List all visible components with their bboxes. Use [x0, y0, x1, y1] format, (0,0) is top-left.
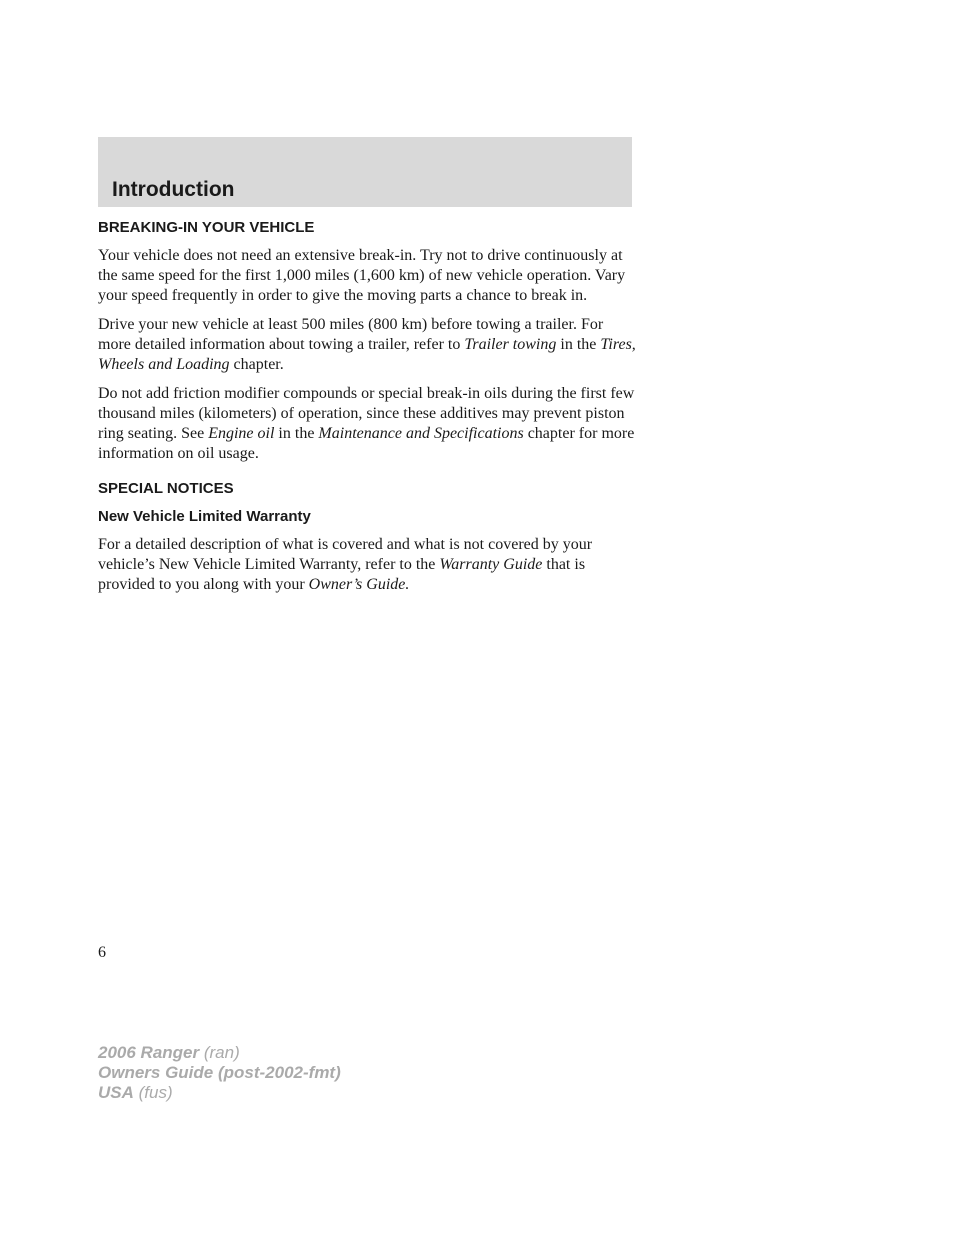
paragraph-towing: [98, 315, 638, 375]
footer-line-market: [98, 1083, 341, 1103]
paragraph-text: For a detailed description of what is covered and what is not covered by your vehicle’s New Vehicle Limited Warranty, refer to the: [98, 536, 593, 573]
cross-reference-owners-guide: Owner’s Guide.: [308, 576, 410, 593]
paragraph-warranty: [98, 535, 638, 595]
paragraph-break-in: [98, 246, 638, 306]
section-header-band: [98, 137, 632, 207]
cross-reference-trailer-towing: Trailer towing: [464, 336, 557, 353]
section-title: Introduction: [112, 178, 235, 201]
cross-reference-engine-oil: Engine oil: [208, 425, 275, 442]
paragraph-text: Your vehicle does not need an extensive break-in. Try not to drive continuously at the same speed for the first 1,000 miles (1,600 km) of new vehicle operation. Vary your speed frequently in order to give the moving parts a chance to break in.: [98, 247, 626, 304]
page-content: [98, 218, 638, 604]
section-heading-breaking-in: BREAKING-IN YOUR VEHICLE: [98, 219, 315, 236]
document-footer: [98, 1043, 341, 1103]
cross-reference-tires-chapter: Tires, Wheels and Loading: [98, 336, 636, 373]
footer-line-model: [98, 1043, 341, 1063]
cross-reference-maintenance-chapter: Maintenance and Specifications: [318, 425, 524, 442]
footer-market-code: (fus): [133, 1083, 173, 1102]
paragraph-text: Do not add friction modifier compounds or special break-in oils during the first few thousand miles (kilometers) of operation, since these additives may prevent piston ring seating. See: [98, 385, 635, 442]
footer-model-code: (ran): [199, 1043, 240, 1062]
paragraph-text: in the: [556, 336, 601, 353]
footer-model: 2006 Ranger: [98, 1043, 200, 1062]
paragraph-text: Drive your new vehicle at least 500 miles (800 km) before towing a trailer. For more detailed information about towing a trailer, refer to: [98, 316, 604, 353]
section-heading-special-notices: SPECIAL NOTICES: [98, 480, 234, 497]
paragraph-text: in the: [274, 425, 319, 442]
footer-market: USA: [98, 1083, 134, 1102]
cross-reference-warranty-guide: Warranty Guide: [439, 556, 543, 573]
paragraph-text: chapter.: [229, 356, 284, 373]
paragraph-friction-modifier: [98, 384, 638, 464]
paragraph-text: that is provided to you along with your: [98, 556, 586, 593]
footer-line-guide: Owners Guide (post-2002-fmt): [98, 1063, 341, 1082]
paragraph-text: chapter for more information on oil usage.: [98, 425, 635, 462]
subheading-warranty: New Vehicle Limited Warranty: [98, 508, 311, 525]
page-number: 6: [98, 944, 106, 961]
